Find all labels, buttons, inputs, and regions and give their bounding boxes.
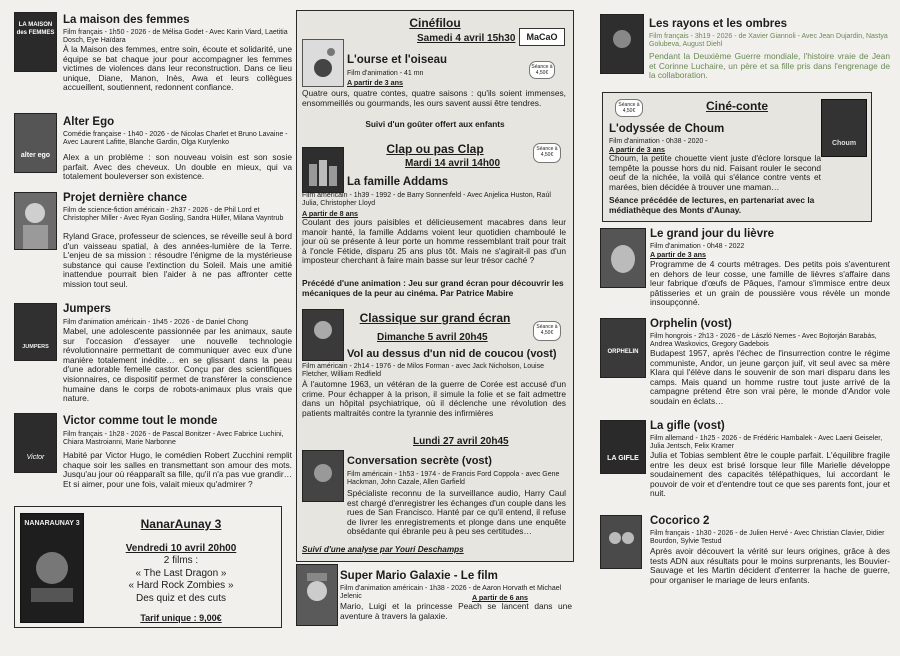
film-title: Les rayons et les ombres xyxy=(649,18,788,30)
cinefilou-age: A partir de 3 ans xyxy=(347,78,404,87)
classique-meta-1: Film américain - 2h14 - 1976 - de Milos Forman - avec Jack Nicholson, Louise Fletcher, William Redfield xyxy=(302,363,544,379)
classique-title-1: Vol au dessus d'un nid de coucou (vost) xyxy=(347,348,557,360)
film-meta: Film allemand - 1h25 - 2026 - de Frédéric Hambalek - Avec Laeni Geiseler, Julia Jentsch, Felix Kramer xyxy=(650,435,883,451)
film-title: Victor comme tout le monde xyxy=(63,415,218,427)
poster-image xyxy=(296,564,338,626)
classique-poster-1 xyxy=(302,309,344,361)
events-box xyxy=(296,10,574,562)
cineconte-price-badge: Séance à 4,50€ xyxy=(615,99,643,117)
cineconte-title: L'odyssée de Choum xyxy=(609,123,725,135)
film-meta: Film français - 1h28 - 2026 - de Pascal Bonitzer - Avec Fabrice Luchini, Chiara Mastroianni, Marie Narbonne xyxy=(63,431,284,447)
cinefilou-note: Suivi d'un goûter offert aux enfants xyxy=(365,119,505,129)
film-cocorico-2 xyxy=(600,515,890,605)
clap-date: Mardi 14 avril 14h00 xyxy=(405,158,501,169)
film-super-mario xyxy=(296,564,572,624)
film-meta: Film français - 1h50 - 2026 - de Mélisa Godet - Avec Karin Viard, Laetitia Dosch, Eye Haïdara xyxy=(63,29,288,45)
poster-text: NANARAUNAY 3 xyxy=(24,520,80,527)
film-synopsis: Ryland Grace, professeur de sciences, se réveille seul à bord d'un vaisseau spatial, à des années-lumière de la Terre. L'enjeu de sa mission : résoudre l'énigme de la mystérieuse substance qui cause l'extinction du Soleil. Mais une amitié inattendue pourrait bien l'aider à ne pas affronter cette mission tout seul. xyxy=(63,231,292,289)
film-title: Le grand jour du lièvre xyxy=(650,228,774,240)
classique-poster-2 xyxy=(302,450,344,502)
nanar-tarif: Tarif unique : 9,00€ xyxy=(140,613,222,623)
film-meta: Film d'animation américain - 1h38 - 2026 - de Aaron Horvath et Michael Jelenic xyxy=(340,585,562,601)
film-synopsis: Alex a un problème : son nouveau voisin est son sosie parfait. Avec des cheveux. Un double en mieux, qui va totalement bouleverser son existence. xyxy=(63,152,292,182)
classique-heading: Classique sur grand écran xyxy=(359,311,511,325)
cinefilou-price-badge: Séance à 4,50€ xyxy=(529,61,555,79)
film-le-grand-jour-du-lievre xyxy=(600,228,890,320)
film-alter-ego xyxy=(14,113,292,191)
cineconte-box xyxy=(602,92,872,222)
film-title: La maison des femmes xyxy=(63,14,190,26)
clap-note: Précédé d'une animation : Jeu sur grand écran pour découvrir les mécaniques de la peur au cinéma. Par Patrice Mabire xyxy=(302,278,564,298)
film-synopsis: Mabel, une adolescente passionnée par les animaux, saute sur l'occasion d'essayer une nouvelle technologie révolutionnaire permettant de communiquer avec eux d'une manière totalement inédite… en se glissant dans la peau d'une adorable femelle castor. Conçu par des scientifiques visionnaires, ce dispositif permet de transférer la conscience humaine dans le corps de robots-animaux plus vrais que nature. xyxy=(63,326,292,404)
film-title: Super Mario Galaxie - Le film xyxy=(340,570,498,582)
film-synopsis: Programme de 4 courts métrages. Des petits pois s'aventurent en dehors de leur cosse, une famille de lièvres s'affaire dans leur fabrique d'œufs de Pâques, l'amour s'immisce entre deux pâtisseries et un grain de poussière vous révèle un monde insoupçonné. xyxy=(650,259,890,308)
macao-logo: MaCaO xyxy=(519,28,565,46)
film-title: Orphelin (vost) xyxy=(650,318,732,330)
classique-date-1: Dimanche 5 avril 20h45 xyxy=(377,332,488,343)
film-meta: Film français - 3h19 - 2026 - de Xavier Giannoli - Avec Jean Dujardin, Nastya Golubeva, August Diehl xyxy=(649,33,888,49)
cineconte-synopsis: Choum, la petite chouette vient juste d'éclore lorsque la tempête la pousse hors du nid. Faisant rouler le second oeuf de la nichée, la voilà qui s'élance contre vents et marées, bien décidée à trouver une maman… xyxy=(609,153,821,192)
film-meta: Comédie française - 1h40 - 2026 - de Nicolas Charlet et Bruno Lavaine - Avec Laurent Lafitte, Blanche Gardin, Olga Kurylenko xyxy=(63,131,288,147)
film-synopsis: Après avoir découvert la vérité sur leurs origines, grâce à des tests ADN aux résultats pour le moins surprenants, les Bouvier-Sauvage et les Martin décident d'enterrer la hache de guerre, pour organiser le mariage de leurs enfants. xyxy=(650,546,890,585)
film-orphelin xyxy=(600,318,890,418)
classique-date-2: Lundi 27 avril 20h45 xyxy=(413,436,509,447)
cineconte-note: Séance précédée de lectures, en partenariat avec la médiathèque des Monts d'Aunay. xyxy=(609,195,815,215)
poster-image xyxy=(14,413,57,473)
nanaraunay-box xyxy=(14,506,282,628)
poster-image xyxy=(14,113,57,173)
clap-heading: Clap ou pas Clap xyxy=(386,142,484,156)
poster-image xyxy=(600,14,644,74)
film-meta: Film français - 1h30 - 2026 - de Julien Hervé - Avec Christian Clavier, Didier Bourdon, Sylvie Testud xyxy=(650,530,885,546)
film-synopsis: À la Maison des femmes, entre soin, écoute et solidarité, une équipe se bat chaque jour pour accompagner les femmes victimes de violences dans leur reconstruction. Dans ce lieu unique, Diane, Manon, Inès, Awa et leurs collègues accueillent, soutiennent, redonnent confiance. xyxy=(63,44,292,93)
poster-text: alter ego xyxy=(20,152,51,159)
nanar-line2: « The Last Dragon » xyxy=(135,567,227,579)
film-jumpers xyxy=(14,303,292,413)
nanar-poster xyxy=(20,513,84,623)
cineconte-age: A partir de 3 ans xyxy=(609,145,666,154)
poster-text: LA MAISON des FEMMES xyxy=(16,22,55,36)
cinefilou-title: L'ourse et l'oiseau xyxy=(347,54,448,66)
cinefilou-meta: Film d'animation - 41 mn xyxy=(347,70,424,77)
poster-image xyxy=(600,515,642,569)
poster-text: Choum xyxy=(831,140,857,147)
classique-price-badge: Séance à 4,50€ xyxy=(533,321,561,341)
film-projet-derniere-chance xyxy=(14,192,292,302)
film-meta: Film d'animation américain - 1h45 - 2026 - de Daniel Chong xyxy=(63,319,248,326)
film-meta: Film de science-fiction américain - 2h37 - 2026 - de Phil Lord et Christopher Miller - Avec Ryan Gosling, Sandra Hüller, Milana Vayntrub xyxy=(63,207,284,223)
clap-synopsis: Coulant des jours paisibles et délicieusement macabres dans leur manoir hanté, la famille Addams voient leur quotidien chamboulé le jour où se présente à leur porte un homme ressemblant trait pour trait à l'oncle Fétide, disparu 25 ans plus tôt. Mais ne s'agirait-il pas d'un imposteur cherchant à faire main basse sur leur trésor caché ? xyxy=(302,217,566,266)
clap-poster xyxy=(302,147,344,193)
nanar-line3: « Hard Rock Zombies » xyxy=(128,580,234,591)
clap-title: La famille Addams xyxy=(347,176,449,188)
film-title: Cocorico 2 xyxy=(650,515,710,527)
classique-title-2: Conversation secrète (vost) xyxy=(347,455,492,467)
film-synopsis: Budapest 1957, après l'échec de l'insurrection contre le régime communiste, Andor, un jeune garçon juif, vit seul avec sa mère Klara qui l'élève dans le souvenir de son mari disparu dans les camps. Mais quand un homme rustre tout juste arrivé de la campagne prétend être son vrai père, le monde d'Andor vole soudain en éclats… xyxy=(650,348,890,406)
film-meta: Film d'animation - 0h48 - 2022 xyxy=(650,243,745,250)
classique-meta-2: Film américain - 1h53 - 1974 - de Francis Ford Coppola - avec Gene Hackman, John Cazale, Allen Garfield xyxy=(347,471,560,487)
film-la-gifle xyxy=(600,420,890,512)
film-title: Alter Ego xyxy=(63,116,115,128)
classique-synopsis-1: À l'automne 1963, un vétéran de la guerre de Corée est accusé d'un crime. Pour échapper à la prison, il simule la folie et se fait admettre dans un hôpital psychiatrique, où il déclenche une révolution des patients maltraités contre la tyrannie des infirmières xyxy=(302,379,566,418)
cineconte-poster xyxy=(821,99,867,157)
cinefilou-poster xyxy=(302,39,344,87)
poster-text: Victor xyxy=(26,454,45,461)
nanar-line1: 2 films : xyxy=(163,555,199,566)
cineconte-heading: Ciné-conte xyxy=(705,99,768,113)
film-meta: Film hongrois - 2h13 - 2026 - de László Nemes - Avec Bojtorján Barabás, Andrea Waskovics, Gregory Gadebois xyxy=(650,333,877,349)
nanar-line4: Des quiz et des cuts xyxy=(135,592,227,604)
poster-image xyxy=(14,303,57,361)
film-victor xyxy=(14,413,292,503)
cinefilou-synopsis: Quatre ours, quatre contes, quatre saisons : qu'ils soient immenses, ensommeillés ou gourmands, les ours savent aussi être tendres. xyxy=(302,88,566,108)
film-les-rayons xyxy=(600,14,890,80)
poster-text: ORPHELIN xyxy=(607,349,639,355)
film-la-maison-des-femmes xyxy=(14,12,292,112)
poster-image xyxy=(600,318,646,378)
film-synopsis: Habité par Victor Hugo, le comédien Robert Zucchini remplit chaque soir les salles en transmettant son amour des mots. Jusqu'au jour où réapparaît sa fille, qu'il n'a pas vue grandir… Et si aimer, pour une fois, valait mieux qu'admirer ? xyxy=(63,450,292,489)
poster-image xyxy=(600,228,646,288)
film-title: Projet dernière chance xyxy=(63,192,187,204)
film-synopsis: Mario, Luigi et la princesse Peach se lancent dans une aventure à travers la galaxie. xyxy=(340,601,572,621)
clap-price-badge: Séance à 4,50€ xyxy=(533,143,561,163)
film-title: Jumpers xyxy=(63,303,111,315)
cineconte-meta: Film d'animation - 0h38 - 2020 - xyxy=(609,138,708,145)
poster-image xyxy=(600,420,646,474)
classique-note: Suivi d'une analyse par Youri Deschamps xyxy=(302,545,464,554)
film-title: La gifle (vost) xyxy=(650,420,725,432)
poster-text: LA GIFLE xyxy=(607,455,639,462)
clap-meta: Film américain - 1h39 - 1992 - de Barry Sonnenfeld - Avec Anjelica Huston, Raúl Julia, Christopher Lloyd xyxy=(302,192,551,208)
film-age: A partir de 6 ans xyxy=(472,593,529,602)
cinefilou-date: Samedi 4 avril 15h30 xyxy=(417,33,516,44)
cinefilou-heading: Cinéfilou xyxy=(409,16,461,30)
film-synopsis: Julia et Tobias semblent être le couple parfait. L'équilibre fragile entre les deux est brisé lorsque leur fille Marielle développe soudainement des capacités télépathiques, lui accordant le pouvoir de voir et d'entendre tout ce que ses parents font, jour et nuit. xyxy=(650,450,890,499)
poster-text: JUMPERS xyxy=(22,344,49,350)
nanar-heading: NanarAunay 3 xyxy=(140,517,222,531)
clap-age: A partir de 8 ans xyxy=(302,209,359,218)
poster-image xyxy=(14,12,57,72)
poster-image xyxy=(14,192,57,250)
classique-synopsis-2: Spécialiste reconnu de la surveillance audio, Harry Caul est chargé d'enregistrer les échanges d'un couple dans les rues de San Francisco. Hanté par ce qu'il entend, il refuse de livrer les enregistrements et plonge dans une enquête obsédante qui ébranle peu à peu ses certitudes… xyxy=(347,488,566,537)
film-age: A partir de 3 ans xyxy=(650,250,707,259)
film-synopsis: Pendant la Deuxième Guerre mondiale, l'histoire vraie de Jean et Corinne Luchaire, un père et sa fille pris dans l'engrenage de la collaboration. xyxy=(649,51,890,81)
nanar-date: Vendredi 10 avril 20h00 xyxy=(125,543,237,554)
